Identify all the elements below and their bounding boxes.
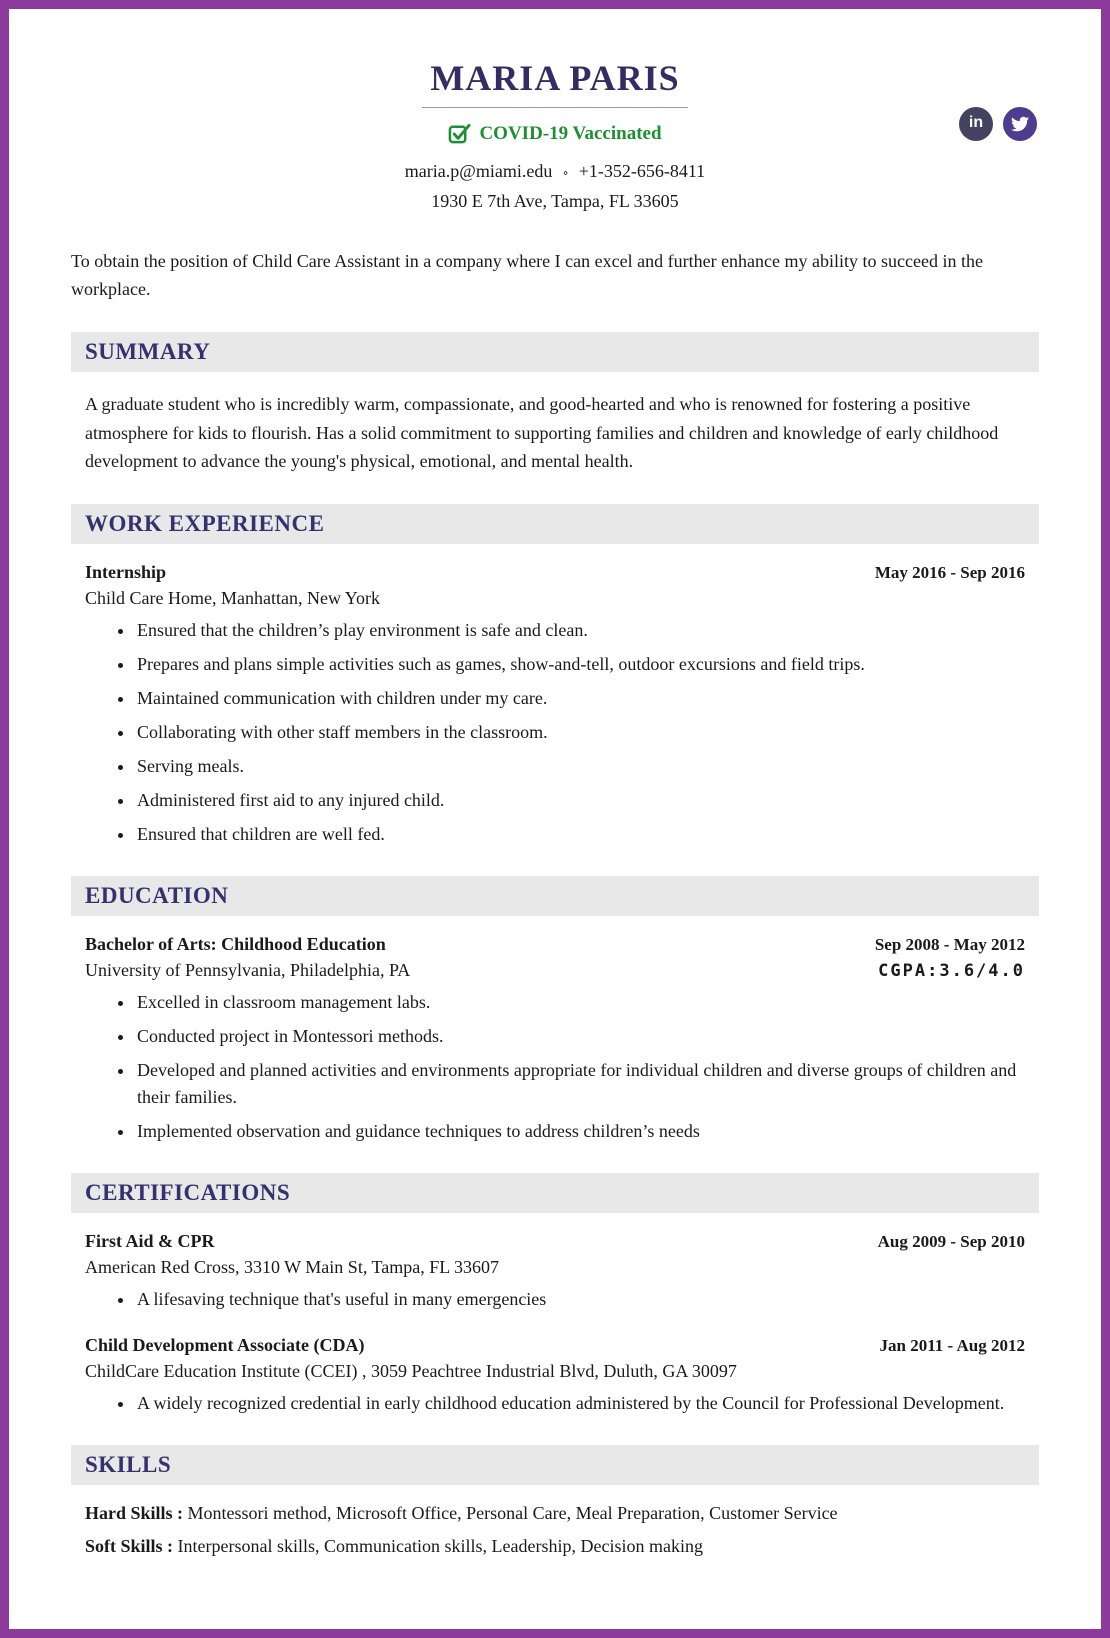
hard-skills-label: Hard Skills : (85, 1503, 184, 1524)
contact-separator: ∘ (562, 164, 569, 180)
bullet-item: • Developed and planned activities and environments appropriate for individual children and diverse groups of children and their families. (135, 1057, 1025, 1111)
section-title-education: EDUCATION (85, 883, 229, 909)
bullet-item: • Administered first aid to any injured child. (135, 787, 1025, 814)
section-title-summary: SUMMARY (85, 338, 211, 364)
certification-entry-2 (85, 1335, 1025, 1417)
certification-name: First Aid & CPR (85, 1231, 215, 1252)
bullet-item: • Serving meals. (135, 753, 1025, 780)
bullet-item: • Ensured that children are well fed. (135, 821, 1025, 848)
phone-text: +1-352-656-8411 (578, 161, 706, 181)
candidate-name: MARIA PARIS (422, 57, 687, 108)
bullet-item: • A lifesaving technique that's useful in many emergencies (135, 1286, 1025, 1313)
certification-organization: ChildCare Education Institute (CCEI) , 3059 Peachtree Industrial Blvd, Duluth, GA 30097 (85, 1361, 737, 1382)
checkbox-check-icon (448, 122, 471, 145)
soft-skills-line (85, 1536, 1025, 1557)
work-entry (85, 562, 1025, 848)
section-bar-skills (71, 1445, 1039, 1485)
resume-header (71, 57, 1039, 212)
certification-name: Child Development Associate (CDA) (85, 1335, 365, 1356)
section-summary (71, 332, 1039, 476)
certification-organization: American Red Cross, 3310 W Main St, Tampa, FL 33607 (85, 1257, 500, 1278)
bullet-item: • Implemented observation and guidance techniques to address children’s needs (135, 1118, 1025, 1145)
certification-bullet-list (85, 1390, 1025, 1417)
soft-skills-label: Soft Skills : (85, 1536, 174, 1557)
education-degree: Bachelor of Arts: Childhood Education (85, 934, 386, 955)
section-title-certifications: CERTIFICATIONS (85, 1180, 291, 1206)
certification-dates: Aug 2009 - Sep 2010 (877, 1232, 1025, 1252)
linkedin-glyph: in (968, 114, 984, 131)
certification-dates: Jan 2011 - Aug 2012 (879, 1336, 1025, 1356)
section-title-work: WORK EXPERIENCE (85, 511, 325, 537)
hard-skills-line (85, 1503, 1025, 1524)
section-bar-education (71, 876, 1039, 916)
section-title-skills: SKILLS (85, 1452, 172, 1478)
section-work-experience (71, 504, 1039, 848)
bullet-item: • A widely recognized credential in early childhood education administered by the Council for Professional Development. (135, 1390, 1025, 1417)
bullet-item: • Ensured that the children’s play environment is safe and clean. (135, 617, 1025, 644)
bullet-item: • Conducted project in Montessori methods. (135, 1023, 1025, 1050)
contact-line (71, 161, 1039, 182)
work-role: Internship (85, 562, 167, 583)
bullet-item: • Collaborating with other staff members in the classroom. (135, 719, 1025, 746)
bullet-item: • Excelled in classroom management labs. (135, 989, 1025, 1016)
soft-skills-value: Interpersonal skills, Communication skills, Leadership, Decision making (177, 1536, 703, 1557)
section-bar-summary (71, 332, 1039, 372)
objective-text: To obtain the position of Child Care Assistant in a company where I can excel and further enhance my ability to succeed in the workplace. (71, 251, 983, 299)
section-education (71, 876, 1039, 1145)
work-bullet-list (85, 617, 1025, 848)
hard-skills-value: Montessori method, Microsoft Office, Personal Care, Meal Preparation, Customer Service (187, 1503, 838, 1524)
certification-entry-1 (85, 1231, 1025, 1313)
section-skills (71, 1445, 1039, 1557)
address-text: 1930 E 7th Ave, Tampa, FL 33605 (431, 191, 679, 211)
education-bullet-list (85, 989, 1025, 1145)
linkedin-icon[interactable] (959, 107, 993, 141)
bullet-item: • Maintained communication with children under my care. (135, 685, 1025, 712)
section-certifications (71, 1173, 1039, 1417)
section-bar-certifications (71, 1173, 1039, 1213)
bullet-item: • Prepares and plans simple activities such as games, show-and-tell, outdoor excursions and field trips. (135, 651, 1025, 678)
education-school: University of Pennsylvania, Philadelphia, PA (85, 960, 411, 981)
email-text: maria.p@miami.edu (404, 161, 553, 181)
vaccinated-label: COVID-19 Vaccinated (479, 122, 662, 144)
work-organization: Child Care Home, Manhattan, New York (85, 588, 380, 609)
education-gpa: CGPA:3.6/4.0 (878, 961, 1025, 982)
summary-text: A graduate student who is incredibly warm, compassionate, and good-hearted and who is renowned for fostering a positive atmosphere for kids to flourish. Has a solid commitment to supporting families and children and knowledge of early childhood development to advance the young's physical, emotional, and mental health. (85, 393, 999, 472)
social-links (959, 107, 1037, 141)
section-bar-work (71, 504, 1039, 544)
education-dates: Sep 2008 - May 2012 (874, 935, 1025, 955)
work-dates: May 2016 - Sep 2016 (874, 563, 1025, 583)
certification-bullet-list (85, 1286, 1025, 1313)
education-entry (85, 934, 1025, 1145)
twitter-icon[interactable] (1003, 107, 1037, 141)
vaccinated-row (71, 122, 1039, 145)
